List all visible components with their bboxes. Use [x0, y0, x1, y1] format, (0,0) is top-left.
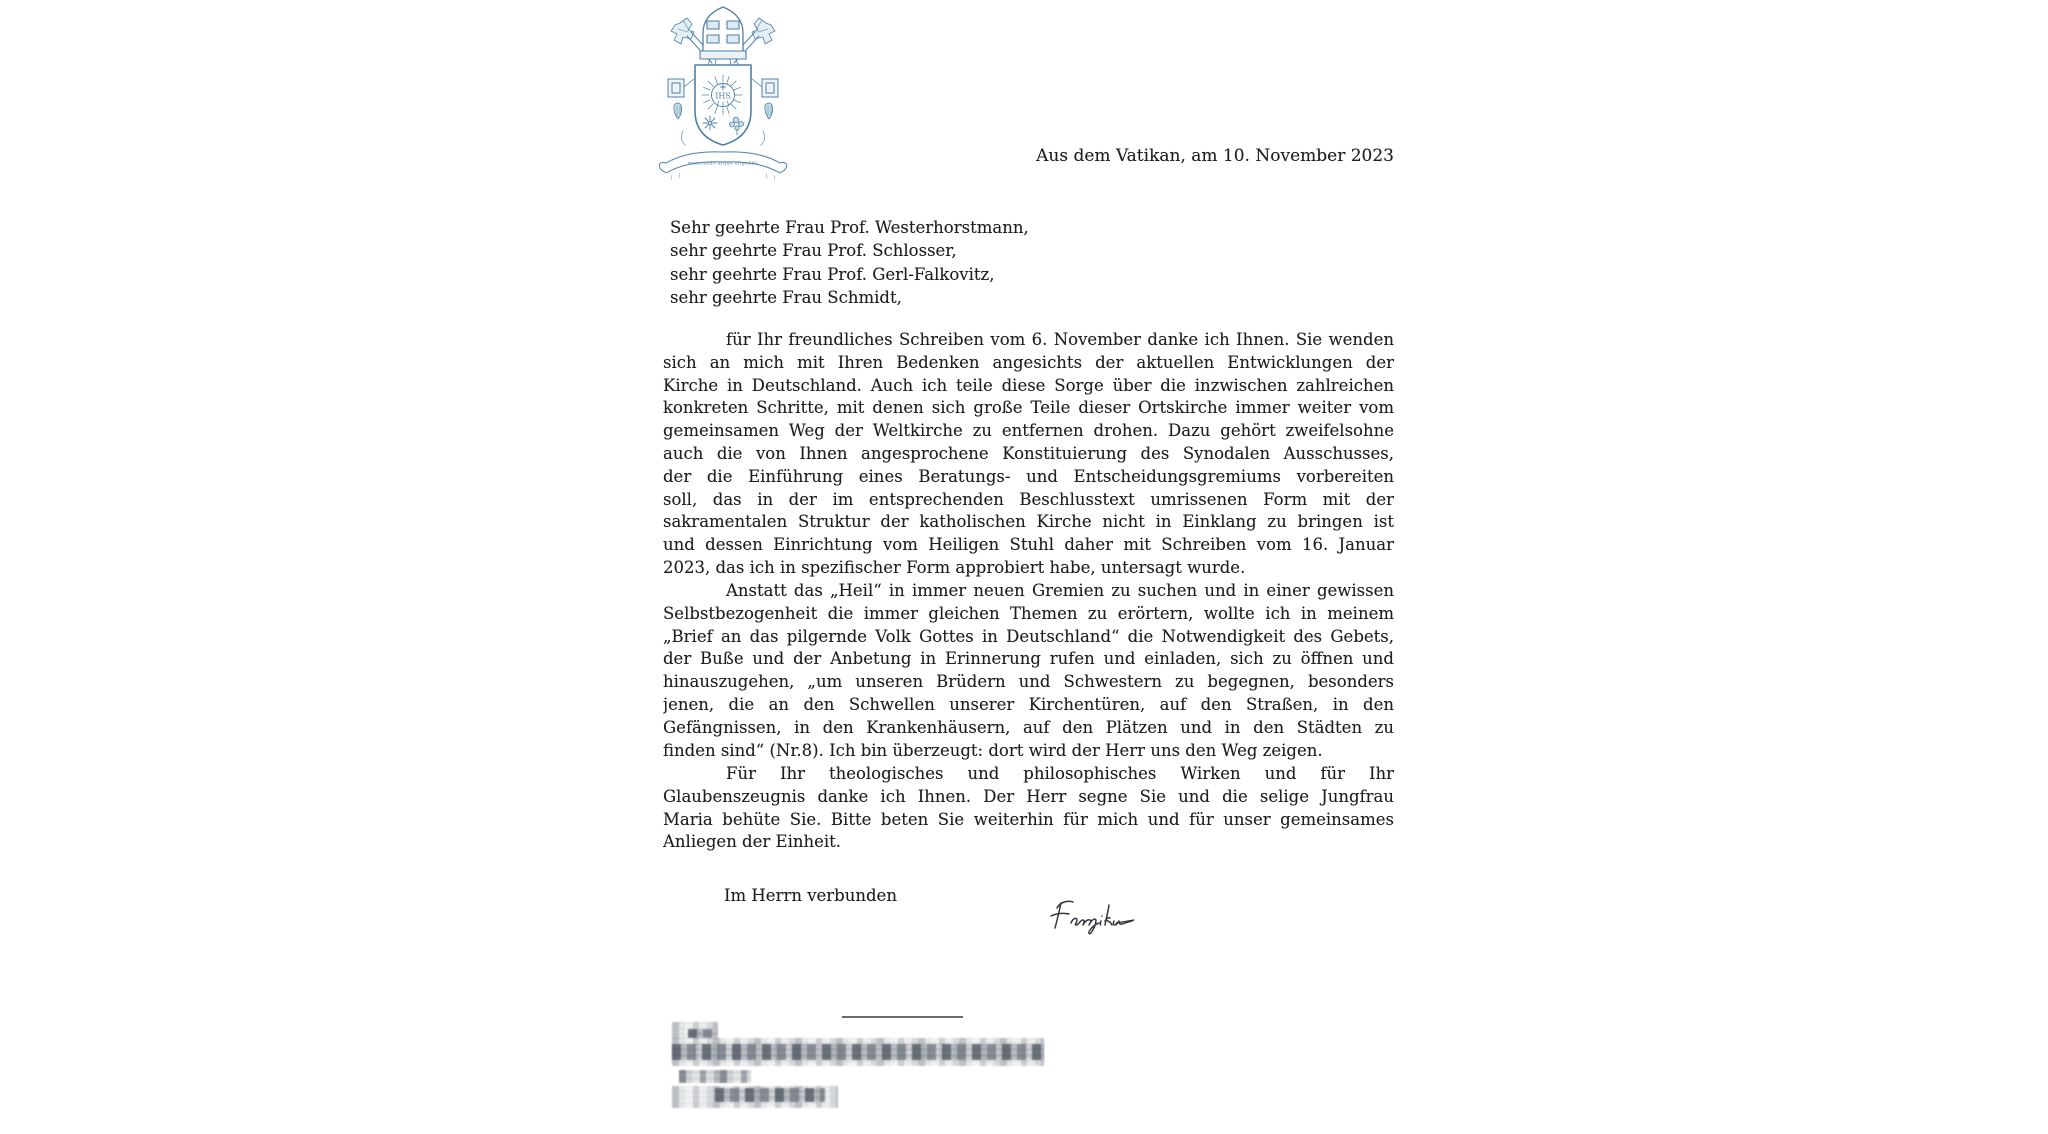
paragraph-line: jenen, die an den Schwellen unserer Kirchentüren, auf den Straßen, in den [663, 694, 1394, 714]
paragraph-line: Gefängnissen, in den Krankenhäusern, auf den Plätzen und in den Städten zu [663, 717, 1394, 737]
paragraph-line: hinauszugehen, „um unseren Brüdern und Schwestern zu begegnen, besonders [663, 672, 1394, 692]
motto-banner-text: miserando atque eligendo [687, 161, 759, 167]
body-paragraph-3 [663, 763, 1394, 854]
redacted-address-line [672, 1044, 1044, 1060]
paragraph-line: und dessen Einrichtung vom Heiligen Stuhl daher mit Schreiben vom 16. Januar [663, 535, 1394, 555]
paragraph-line: konkreten Schritte, mit denen sich große Teile dieser Ortskirche immer weiter vom [663, 398, 1394, 418]
paragraph-line: der die Einführung eines Beratungs- und Entscheidungsgremiums vorbereiten [663, 466, 1394, 486]
closing-line: Im Herrn verbunden [724, 886, 897, 905]
paragraph-line: für Ihr freundliches Schreiben vom 6. November danke ich Ihnen. Sie wenden [726, 330, 1394, 349]
redacted-address-line [679, 1070, 751, 1083]
franziskus-signature [1045, 896, 1145, 940]
body-paragraph-2 [663, 580, 1394, 762]
paragraph-line: Für Ihr theologisches und philosophisches Wirken und für Ihr [726, 764, 1394, 783]
paragraph-line: soll, das in der im entsprechenden Beschlusstext umrissenen Form mit der [663, 489, 1394, 509]
footer-divider-line [842, 1016, 963, 1018]
redacted-address-line [688, 1029, 717, 1038]
paragraph-line: Maria behüte Sie. Bitte beten Sie weiterhin für mich und für unser gemeinsames [663, 809, 1394, 829]
body-paragraph-1 [663, 329, 1394, 580]
salutation-line: sehr geehrte Frau Prof. Gerl-Falkovitz, [670, 264, 995, 284]
salutation-line: Sehr geehrte Frau Prof. Westerhorstmann, [670, 218, 1029, 237]
paragraph-line: Anliegen der Einheit. [663, 832, 842, 852]
salutation-line: sehr geehrte Frau Schmidt, [670, 288, 902, 308]
paragraph-line: gemeinsamen Weg der Weltkirche zu entfernen drohen. Dazu gehört zweifelsohne [663, 421, 1394, 441]
paragraph-line: „Brief an das pilgernde Volk Gottes in Deutschland“ die Notwendigkeit des Gebets, [663, 626, 1394, 646]
paragraph-line: 2023, das ich in spezifischer Form approbiert habe, untersagt wurde. [663, 557, 1246, 577]
redacted-address-line [715, 1088, 825, 1102]
date-line: Aus dem Vatikan, am 10. November 2023 [1036, 146, 1394, 166]
salutation-line: sehr geehrte Frau Prof. Schlosser, [670, 241, 957, 261]
paragraph-line: auch die von Ihnen angesprochene Konstituierung des Synodalen Ausschusses, [663, 443, 1394, 463]
paragraph-line: der Buße und der Anbetung in Erinnerung rufen und einladen, sich zu öffnen und [663, 649, 1394, 669]
ihs-emblem-text: IHS [715, 91, 731, 101]
salutation-block [670, 216, 1029, 310]
paragraph-line: sich an mich mit Ihren Bedenken angesichts der aktuellen Entwicklungen der [663, 352, 1394, 372]
paragraph-line: Kirche in Deutschland. Auch ich teile diese Sorge über die inzwischen zahlreichen [663, 375, 1394, 395]
paragraph-line: finden sind“ (Nr.8). Ich bin überzeugt: dort wird der Herr uns den Weg zeigen. [663, 740, 1323, 760]
paragraph-line: Glaubenszeugnis danke ich Ihnen. Der Herr segne Sie und die selige Jungfrau [663, 786, 1394, 806]
paragraph-line: Anstatt das „Heil“ in immer neuen Gremien zu suchen und in einer gewissen [726, 581, 1394, 600]
paragraph-line: Selbstbezogenheit die immer gleichen Themen zu erörtern, wollte ich in meinem [663, 603, 1394, 623]
paragraph-line: sakramentalen Struktur der katholischen Kirche nicht in Einklang zu bringen ist [663, 512, 1394, 532]
